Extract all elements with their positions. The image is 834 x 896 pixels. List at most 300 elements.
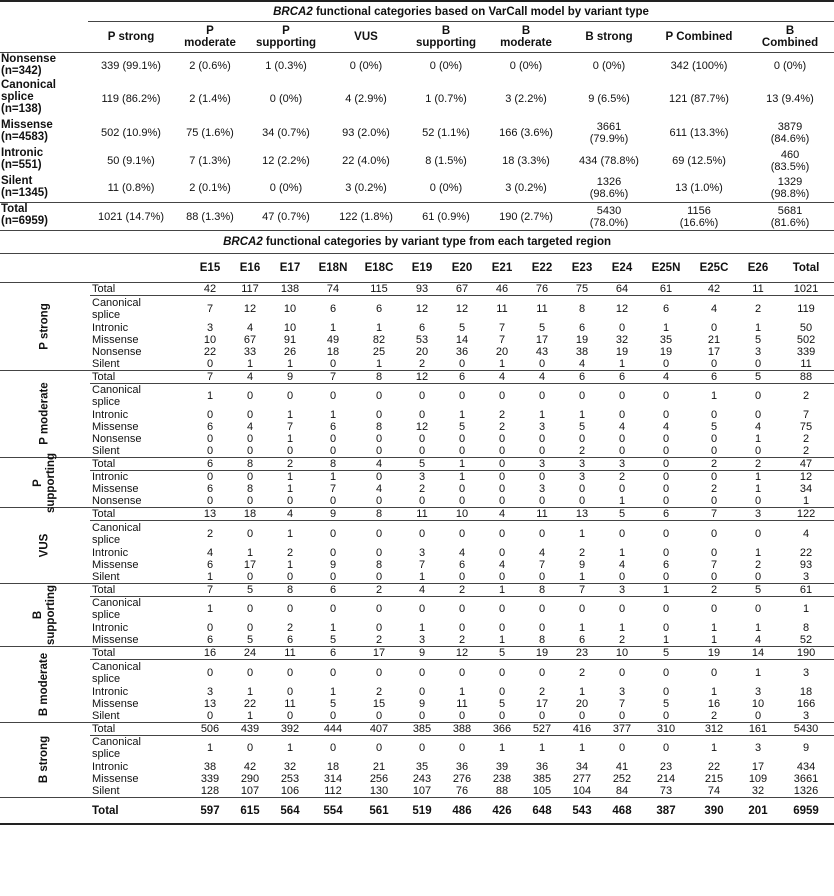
count-cell: 5: [738, 583, 778, 596]
count-cell: 76: [522, 283, 562, 296]
count-cell: 47: [778, 458, 834, 471]
group-total-row: [0, 722, 834, 735]
count-cell: 0: [206, 433, 214, 445]
count-cell: 11: [402, 508, 442, 521]
count-cell: 1: [538, 742, 546, 755]
count-cell: 12: [402, 370, 442, 383]
count-cell: 16: [190, 647, 230, 660]
table2-title: [0, 231, 834, 254]
table1-header-row: [0, 22, 834, 53]
count-cell: 5: [578, 421, 586, 433]
table2-body: [0, 283, 834, 825]
count-cell: 8: [356, 370, 402, 383]
variant-type-label: Intronic: [92, 761, 129, 773]
count-cell: 7: [310, 370, 356, 383]
category-group-label: [0, 508, 90, 584]
count-cell: 4: [402, 583, 442, 596]
count-cell: 434: [796, 761, 816, 773]
count-cell: 33: [243, 345, 257, 358]
count-cell: 0: [286, 603, 294, 616]
variant-type-label: Total: [90, 370, 190, 383]
count-cell: 0: [602, 445, 642, 458]
group-total-row: [0, 583, 834, 596]
count-cell: 0: [498, 685, 506, 698]
count-cell: 3: [538, 483, 546, 495]
variant-type-label: Nonsense: [90, 495, 190, 508]
variant-type-label: Total: [90, 722, 190, 735]
count-cell: 0: [375, 603, 383, 616]
table2-row: [0, 773, 834, 785]
table1-cell: 93 (2.0%): [342, 126, 390, 139]
count-cell: 0: [642, 445, 690, 458]
table1-column-header: P moderate: [174, 22, 246, 53]
count-cell: 14: [455, 333, 469, 346]
count-cell: 0: [498, 622, 506, 634]
count-cell: 50: [799, 321, 813, 334]
group-total-row: [0, 370, 834, 383]
count-cell: 6: [206, 421, 214, 433]
variant-type-label: Total: [90, 583, 190, 596]
table1-cell: 2 (1.4%): [189, 92, 231, 105]
count-cell: 0: [710, 603, 718, 616]
table2-row: [0, 710, 834, 723]
region-column-header: E15: [190, 254, 230, 283]
count-cell: 4: [802, 527, 810, 540]
count-cell: 0: [690, 571, 738, 584]
count-cell: 107: [402, 785, 442, 798]
count-cell: 12: [799, 471, 813, 483]
count-cell: 36: [455, 345, 469, 358]
table2-row: [0, 559, 834, 571]
count-cell: 0: [482, 445, 522, 458]
count-cell: 0: [246, 666, 254, 679]
count-cell: 1: [458, 685, 466, 698]
table1-column-header: B moderate: [486, 22, 566, 53]
count-cell: 39: [495, 761, 509, 773]
variant-type-label: Intronic: [92, 546, 129, 559]
count-cell: 6: [458, 558, 466, 571]
count-cell: 2: [710, 483, 718, 495]
count-cell: 0: [418, 409, 426, 421]
count-cell: 10: [203, 333, 217, 346]
table1-total-cell: 61 (0.9%): [406, 203, 486, 231]
count-cell: 0: [442, 710, 482, 723]
count-cell: 35: [415, 761, 429, 773]
count-cell: 1: [578, 409, 586, 421]
row-label: Intronic (n=551): [1, 146, 44, 171]
variant-type-label: Missense: [90, 634, 190, 647]
count-cell: 0: [375, 409, 383, 421]
count-cell: 4: [270, 508, 310, 521]
variant-type-label: Intronic: [92, 622, 129, 634]
count-cell: 0: [246, 742, 254, 755]
count-cell: 0: [754, 390, 762, 403]
count-cell: 1: [578, 622, 586, 634]
count-cell: 0: [738, 710, 778, 723]
count-cell: 1: [246, 546, 254, 559]
count-cell: 0: [602, 571, 642, 584]
table2-row: [0, 383, 834, 409]
count-cell: 2: [802, 390, 810, 403]
category-name: P strong: [38, 303, 51, 350]
count-cell: 13: [190, 508, 230, 521]
table1-cell: 50 (9.1%): [107, 154, 155, 167]
count-cell: 0: [190, 358, 230, 371]
count-cell: 253: [280, 773, 300, 785]
count-cell: 35: [659, 333, 673, 346]
table1-cell: 3879 (84.6%): [770, 120, 810, 145]
count-cell: 0: [418, 433, 426, 445]
table1-row: [0, 53, 834, 79]
count-cell: 3: [418, 471, 426, 483]
count-cell: 0: [206, 622, 214, 634]
category-name: VUS: [38, 533, 51, 558]
grand-total-cell: 564: [270, 798, 310, 825]
count-cell: 6: [690, 370, 738, 383]
count-cell: 9: [418, 697, 426, 710]
table1-cell: 9 (6.5%): [588, 92, 630, 105]
count-cell: 9: [402, 647, 442, 660]
grand-total-cell: 561: [356, 798, 402, 825]
count-cell: 0: [578, 390, 586, 403]
count-cell: 0: [498, 483, 506, 495]
count-cell: 4: [710, 302, 718, 315]
count-cell: 0: [578, 483, 586, 495]
category-group-label: [0, 722, 90, 798]
count-cell: 439: [230, 722, 270, 735]
variant-type-label: Intronic: [92, 471, 129, 483]
variant-type-label: Missense: [92, 421, 139, 433]
count-cell: 1: [418, 622, 426, 634]
count-cell: 64: [602, 283, 642, 296]
count-cell: 339: [796, 345, 816, 358]
count-cell: 6: [442, 370, 482, 383]
count-cell: 1: [329, 409, 337, 421]
count-cell: 506: [190, 722, 230, 735]
count-cell: 9: [270, 370, 310, 383]
table1-row: [0, 79, 834, 119]
table2-row: [0, 358, 834, 371]
table1-cell: 12 (2.2%): [262, 154, 310, 167]
count-cell: 2: [602, 634, 642, 647]
count-cell: 7: [802, 409, 810, 421]
count-cell: 2: [442, 583, 482, 596]
count-cell: 10: [283, 302, 297, 315]
count-cell: 0: [418, 527, 426, 540]
count-cell: 527: [522, 722, 562, 735]
count-cell: 0: [375, 742, 383, 755]
count-cell: 2: [286, 622, 294, 634]
group-total-row: [0, 283, 834, 296]
count-cell: 314: [323, 773, 343, 785]
grand-total-cell: 597: [190, 798, 230, 825]
count-cell: 502: [796, 333, 816, 346]
count-cell: 26: [283, 345, 297, 358]
count-cell: 0: [522, 358, 562, 371]
count-cell: 42: [190, 283, 230, 296]
count-cell: 4: [538, 546, 546, 559]
count-cell: 0: [418, 742, 426, 755]
count-cell: 1: [482, 583, 522, 596]
table1-column-header: P supporting: [246, 22, 326, 53]
category-group-label: [0, 583, 90, 647]
count-cell: 16: [707, 697, 721, 710]
count-cell: 1: [690, 634, 738, 647]
count-cell: 0: [498, 471, 506, 483]
table1-body: [0, 53, 834, 231]
count-cell: 1: [754, 546, 762, 559]
count-cell: 1: [375, 321, 383, 334]
count-cell: 0: [270, 710, 310, 723]
count-cell: 0: [442, 495, 482, 508]
table1-row: [0, 147, 834, 175]
table1-cell: 121 (87.7%): [669, 92, 729, 105]
count-cell: 12: [415, 421, 429, 433]
region-breakdown-table: [0, 231, 834, 825]
count-cell: 277: [572, 773, 592, 785]
count-cell: 11: [778, 358, 834, 371]
count-cell: 366: [482, 722, 522, 735]
count-cell: 53: [415, 333, 429, 346]
count-cell: 0: [206, 666, 214, 679]
count-cell: 1: [754, 483, 762, 495]
count-cell: 4: [206, 546, 214, 559]
count-cell: 312: [690, 722, 738, 735]
count-cell: 0: [754, 603, 762, 616]
count-cell: 2: [754, 558, 762, 571]
count-cell: 1: [246, 685, 254, 698]
count-cell: 1: [329, 685, 337, 698]
count-cell: 0: [538, 390, 546, 403]
count-cell: 21: [707, 333, 721, 346]
table2-row: [0, 547, 834, 559]
count-cell: 6: [375, 302, 383, 315]
count-cell: 1: [482, 634, 522, 647]
count-cell: 0: [375, 546, 383, 559]
count-cell: 23: [659, 761, 673, 773]
count-cell: 36: [535, 761, 549, 773]
table2-row: [0, 735, 834, 761]
count-cell: 107: [230, 785, 270, 798]
count-cell: 1: [230, 710, 270, 723]
count-cell: 0: [662, 603, 670, 616]
count-cell: 385: [402, 722, 442, 735]
table2-row: [0, 761, 834, 773]
grand-total-cell: 201: [738, 798, 778, 825]
table1-total-cell: 88 (1.3%): [174, 203, 246, 231]
table1-cell: 13 (1.0%): [675, 182, 723, 195]
count-cell: 8: [310, 458, 356, 471]
count-cell: 1: [482, 358, 522, 371]
variant-type-label: Canonical splice: [92, 597, 141, 622]
grand-total-cell: 486: [442, 798, 482, 825]
count-cell: 0: [356, 495, 402, 508]
count-cell: 1: [642, 583, 690, 596]
count-cell: 0: [375, 666, 383, 679]
table1-cell: 502 (10.9%): [101, 126, 161, 139]
count-cell: 7: [710, 558, 718, 571]
region-column-header: E19: [402, 254, 442, 283]
table1-cell: 22 (4.0%): [342, 154, 390, 167]
count-cell: 444: [310, 722, 356, 735]
count-cell: 0: [310, 358, 356, 371]
variant-type-label: Total: [90, 647, 190, 660]
count-cell: 0: [538, 433, 546, 445]
count-cell: 0: [310, 495, 356, 508]
category-name: B supporting: [31, 584, 57, 645]
count-cell: 4: [246, 321, 254, 334]
variant-type-label: Missense: [92, 558, 139, 571]
count-cell: 0: [642, 571, 690, 584]
count-cell: 0: [230, 445, 270, 458]
count-cell: 1: [286, 433, 294, 445]
count-cell: 0: [246, 622, 254, 634]
grand-total-cell: 543: [562, 798, 602, 825]
count-cell: 0: [458, 483, 466, 495]
count-cell: 8: [375, 558, 383, 571]
region-column-header: E22: [522, 254, 562, 283]
count-cell: 0: [402, 445, 442, 458]
count-cell: 0: [690, 495, 738, 508]
count-cell: 4: [618, 558, 626, 571]
count-cell: 392: [270, 722, 310, 735]
count-cell: 0: [329, 390, 337, 403]
table1-cell: 11 (0.8%): [107, 182, 155, 195]
count-cell: 0: [618, 433, 626, 445]
count-cell: 75: [562, 283, 602, 296]
count-cell: 12: [615, 302, 629, 315]
count-cell: 1: [206, 603, 214, 616]
count-cell: 1: [329, 622, 337, 634]
grand-total-cell: 390: [690, 798, 738, 825]
count-cell: 0: [498, 603, 506, 616]
count-cell: 0: [738, 358, 778, 371]
count-cell: 0: [190, 445, 230, 458]
count-cell: 1: [562, 571, 602, 584]
count-cell: 0: [662, 433, 670, 445]
count-cell: 74: [310, 283, 356, 296]
table1-cell: 1 (0.7%): [425, 92, 467, 105]
count-cell: 15: [372, 697, 386, 710]
count-cell: 2: [802, 433, 810, 445]
table2-row: [0, 433, 834, 445]
category-group-label: [0, 647, 90, 723]
count-cell: 0: [662, 666, 670, 679]
count-cell: 1: [618, 546, 626, 559]
table1-title-gene: BRCA2: [273, 5, 313, 18]
count-cell: 3: [778, 571, 834, 584]
variant-type-label: Total: [90, 283, 190, 296]
count-cell: 2: [418, 483, 426, 495]
count-cell: 32: [283, 761, 297, 773]
count-cell: 7: [498, 333, 506, 346]
grand-total-cell: 6959: [778, 798, 834, 825]
count-cell: 4: [498, 558, 506, 571]
count-cell: 407: [356, 722, 402, 735]
grand-total-row: [0, 798, 834, 825]
table1-total-cell: 47 (0.7%): [246, 203, 326, 231]
count-cell: 6: [662, 302, 670, 315]
count-cell: 0: [538, 603, 546, 616]
count-cell: 0: [246, 390, 254, 403]
variant-type-label: Canonical splice: [92, 660, 141, 685]
table1-column-header: VUS: [326, 22, 406, 53]
count-cell: 3: [578, 471, 586, 483]
variant-type-label: Silent: [90, 445, 190, 458]
table1-cell: 69 (12.5%): [672, 154, 726, 167]
table1-cell: 18 (3.3%): [502, 154, 550, 167]
count-cell: 13: [562, 508, 602, 521]
variant-type-label: Nonsense: [92, 433, 142, 445]
count-cell: 1: [710, 742, 718, 755]
count-cell: 2: [356, 583, 402, 596]
count-cell: 36: [455, 761, 469, 773]
count-cell: 0: [710, 527, 718, 540]
count-cell: 6: [190, 458, 230, 471]
count-cell: 0: [618, 603, 626, 616]
count-cell: 17: [751, 761, 765, 773]
table2-row: [0, 334, 834, 346]
count-cell: 2: [538, 685, 546, 698]
count-cell: 8: [356, 508, 402, 521]
count-cell: 11: [522, 508, 562, 521]
variant-type-label: Nonsense: [92, 345, 142, 358]
row-label: Canonical splice (n=138): [1, 78, 56, 115]
table1-cell: 0 (0%): [592, 59, 626, 72]
variant-type-label: Canonical splice: [92, 384, 141, 409]
count-cell: 22: [799, 546, 813, 559]
region-column-header: Total: [778, 254, 834, 283]
count-cell: 8: [522, 634, 562, 647]
region-column-header: E23: [562, 254, 602, 283]
count-cell: 1: [402, 571, 442, 584]
count-cell: 12: [442, 647, 482, 660]
count-cell: 5: [458, 321, 466, 334]
count-cell: 0: [662, 742, 670, 755]
count-cell: 7: [618, 697, 626, 710]
count-cell: 0: [482, 571, 522, 584]
count-cell: 11: [270, 647, 310, 660]
count-cell: 2: [578, 546, 586, 559]
count-cell: 8: [578, 302, 586, 315]
count-cell: 112: [310, 785, 356, 798]
count-cell: 0: [418, 685, 426, 698]
count-cell: 22: [707, 761, 721, 773]
count-cell: 0: [618, 483, 626, 495]
count-cell: 1: [329, 321, 337, 334]
count-cell: 0: [458, 742, 466, 755]
count-cell: 0: [329, 527, 337, 540]
count-cell: 20: [575, 697, 589, 710]
grand-total-cell: 426: [482, 798, 522, 825]
count-cell: 6: [310, 583, 356, 596]
variant-type-label: Canonical splice: [92, 296, 141, 321]
table2-row: [0, 483, 834, 495]
region-column-header: E17: [270, 254, 310, 283]
count-cell: 0: [458, 433, 466, 445]
count-cell: 6: [329, 302, 337, 315]
table1-total-row: [0, 203, 834, 231]
table1-column-header: B strong: [566, 22, 652, 53]
count-cell: 2: [738, 458, 778, 471]
count-cell: 0: [662, 527, 670, 540]
count-cell: 5: [754, 333, 762, 346]
count-cell: 18: [799, 685, 813, 698]
count-cell: 0: [206, 409, 214, 421]
count-cell: 0: [498, 527, 506, 540]
count-cell: 0: [662, 546, 670, 559]
count-cell: 0: [246, 471, 254, 483]
